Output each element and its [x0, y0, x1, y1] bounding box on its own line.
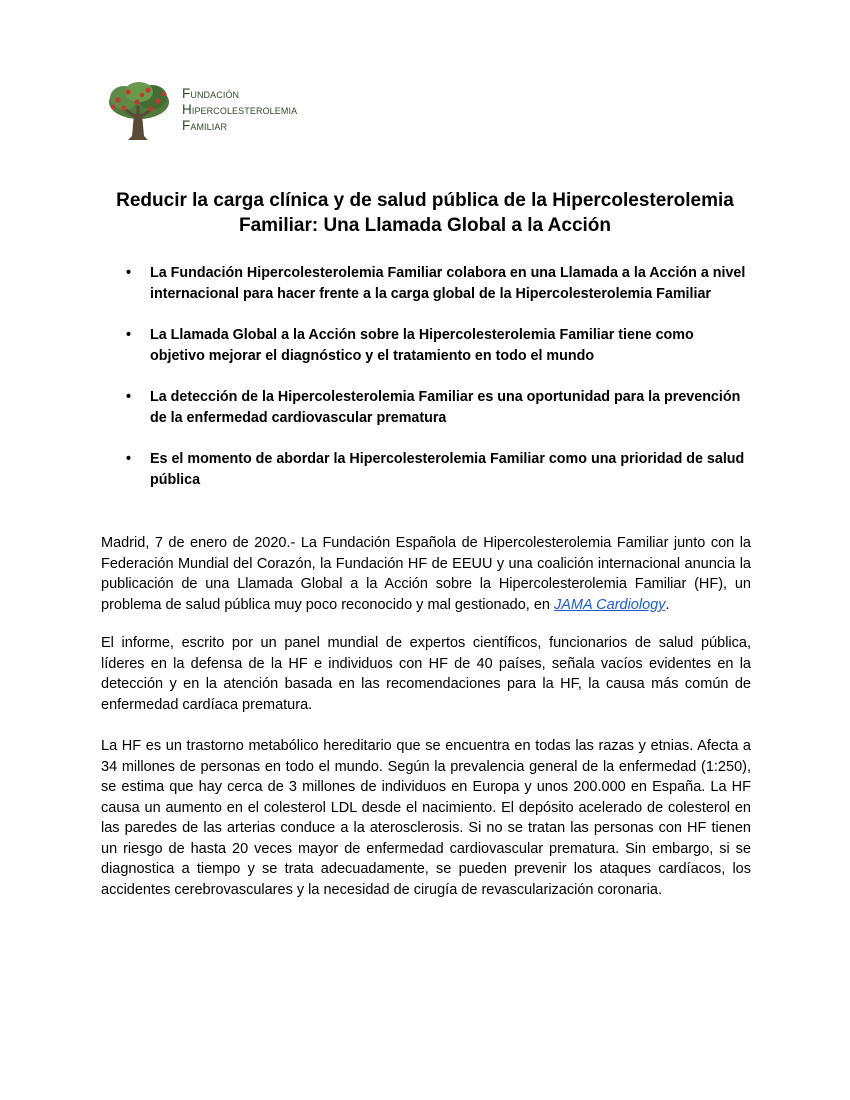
- bullet-icon: •: [126, 451, 132, 467]
- paragraph-announcement: [101, 533, 751, 615]
- tree-logo-icon: [104, 80, 174, 142]
- key-point: [126, 387, 752, 429]
- key-point-text: Es el momento de abordar la Hipercolesterolemia Familiar como una prioridad de salud pública: [150, 451, 745, 488]
- paragraph-hf-description: La HF es un trastorno metabólico hereditario que se encuentra en todas las razas y etnias. Afecta a 34 millones de personas en todo el mundo. Según la prevalencia general de la enfermedad (1:250), se estima que hay cerca de 3 millones de individuos en Europa y unos 200.000 en España. La HF causa un aumento en el colesterol LDL desde el nacimiento. El depósito acelerado de colesterol en las paredes de las arterias conduce a la aterosclerosis. Si no se tratan las personas con HF tienen un riesgo de hasta 20 veces mayor de enfermedad cardiovascular prematura. Sin embargo, si se diagnostica a tiempo y se trata adecuadamente, se pueden prevenir los ataques cardíacos, los accidentes cerebrovasculares y la necesidad de cirugía de revascularización coronaria.: [101, 738, 751, 898]
- logo-line-3: Familiar: [182, 118, 228, 133]
- key-point: [126, 449, 752, 491]
- key-point-text: La detección de la Hipercolesterolemia Familiar es una oportunidad para la prevención de la enfermedad cardiovascular prematura: [150, 389, 741, 426]
- key-point: [126, 325, 752, 367]
- bullet-icon: •: [126, 389, 132, 405]
- key-point: [126, 263, 752, 305]
- paragraph-announcement-text: Madrid, 7 de enero de 2020.- La Fundación Española de Hipercolesterolemia Familiar junto con la Federación Mundial del Corazón, la Fundación HF de EEUU y una coalición internacional anuncia la publicación de una Llamada Global a la Acción sobre la Hipercolesterolemia Familiar (HF), un problema de salud pública muy poco reconocido y mal gestionado, en: [101, 535, 751, 613]
- foundation-logo: [104, 80, 334, 142]
- key-point-text: La Fundación Hipercolesterolemia Familiar colabora en una Llamada a la Acción a nivel internacional para hacer frente a la carga global de la Hipercolesterolemia Familiar: [150, 265, 746, 302]
- jama-cardiology-link[interactable]: JAMA Cardiology: [554, 596, 666, 613]
- bullet-icon: •: [126, 327, 132, 343]
- press-release-title: Reducir la carga clínica y de salud pública de la Hipercolesterolemia Familiar: Una Llamada Global a la Acción: [116, 190, 734, 236]
- key-points-list: [126, 263, 752, 511]
- paragraph-report: El informe, escrito por un panel mundial de expertos científicos, funcionarios de salud pública, líderes en la defensa de la HF e individuos con HF de 40 países, señala vacíos evidentes en la detección y en la atención basada en las recomendaciones para la HF, la causa más común de enfermedad cardíaca prematura.: [101, 635, 751, 713]
- bullet-icon: •: [126, 265, 132, 281]
- logo-wordmark: [182, 86, 297, 134]
- paragraph-announcement-end: .: [665, 596, 670, 613]
- logo-line-2: Hipercolesterolemia: [182, 102, 298, 117]
- logo-line-1: Fundación: [182, 86, 240, 101]
- key-point-text: La Llamada Global a la Acción sobre la Hipercolesterolemia Familiar tiene como objetivo mejorar el diagnóstico y el tratamiento en todo el mundo: [150, 327, 694, 364]
